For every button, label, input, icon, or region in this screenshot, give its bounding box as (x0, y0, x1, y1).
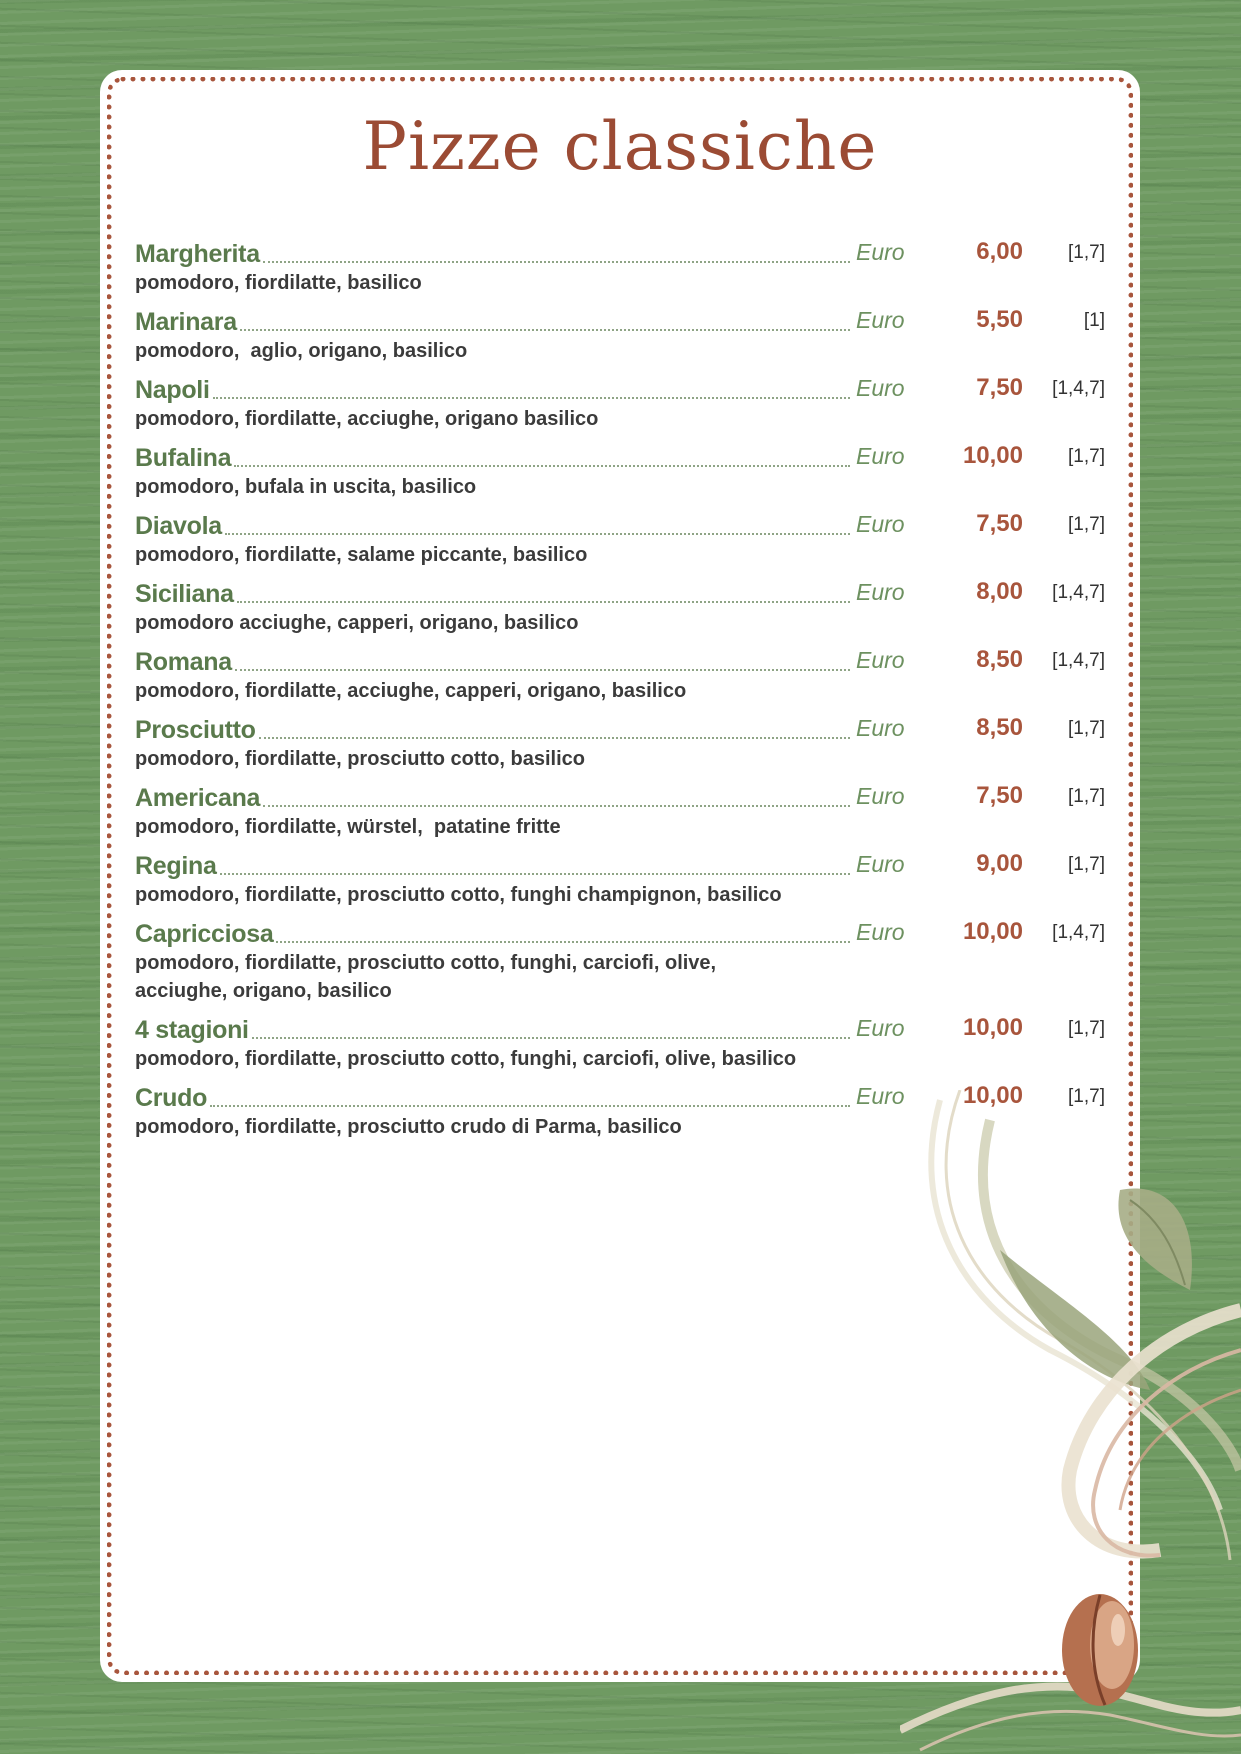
dot-leader (259, 737, 850, 739)
dot-leader (263, 805, 850, 807)
pizza-description: pomodoro, fiordilatte, würstel, patatine fritte (135, 816, 561, 838)
pizza-price: 10,00 (962, 918, 1023, 945)
allergen-codes: [1,4,7] (1052, 922, 1105, 943)
currency-label: Euro (856, 715, 905, 741)
pizza-list (135, 235, 1105, 1147)
menu-item-marinara (135, 303, 1105, 365)
currency-label: Euro (856, 239, 905, 265)
pizza-description: pomodoro acciughe, capperi, origano, basilico (135, 612, 579, 634)
currency-label: Euro (856, 443, 905, 469)
pizza-description: pomodoro, fiordilatte, prosciutto crudo di Parma, basilico (135, 1116, 682, 1138)
menu-item-napoli (135, 371, 1105, 433)
pizza-price: 7,50 (976, 374, 1023, 401)
dot-leader (235, 669, 850, 671)
pizza-price: 5,50 (976, 306, 1023, 333)
dot-leader (237, 601, 850, 603)
pizza-description: pomodoro, fiordilatte, prosciutto cotto, funghi champignon, basilico (135, 884, 782, 906)
pizza-description: pomodoro, fiordilatte, acciughe, origano basilico (135, 408, 599, 430)
swirl-leaf-seed-icon (900, 1090, 1241, 1754)
allergen-codes: [1,4,7] (1052, 378, 1105, 399)
pizza-name: Prosciutto (135, 716, 256, 744)
currency-label: Euro (856, 1083, 905, 1109)
dot-leader (213, 397, 850, 399)
pizza-name: Margherita (135, 240, 260, 268)
pizza-price: 7,50 (976, 510, 1023, 537)
dot-leader (234, 465, 850, 467)
currency-label: Euro (856, 307, 905, 333)
pizza-name: Americana (135, 784, 261, 812)
page-title: Pizze classiche (362, 108, 878, 185)
dot-leader (240, 329, 850, 331)
pizza-name: Crudo (135, 1084, 208, 1112)
menu-item-regina (135, 847, 1105, 909)
currency-label: Euro (856, 1015, 905, 1041)
pizza-description: pomodoro, fiordilatte, prosciutto cotto, funghi, carciofi, olive, acciughe, origano, basilico (135, 952, 717, 1002)
pizza-name: Diavola (135, 512, 222, 540)
allergen-codes: [1,7] (1068, 1086, 1105, 1107)
menu-item-romana (135, 643, 1105, 705)
currency-label: Euro (856, 919, 905, 945)
pizza-name: Siciliana (135, 580, 234, 608)
menu-item-capricciosa (135, 915, 1105, 1005)
menu-item-bufalina (135, 439, 1105, 501)
pizza-price: 10,00 (962, 1014, 1023, 1041)
dot-leader (210, 1105, 850, 1107)
allergen-codes: [1,7] (1068, 446, 1105, 467)
pizza-description: pomodoro, fiordilatte, prosciutto cotto, funghi, carciofi, olive, basilico (135, 1048, 797, 1070)
allergen-codes: [1,7] (1068, 854, 1105, 875)
pizza-description: pomodoro, fiordilatte, salame piccante, basilico (135, 544, 588, 566)
pizza-description: pomodoro, fiordilatte, acciughe, capperi, origano, basilico (135, 680, 687, 702)
dot-leader (276, 941, 850, 943)
allergen-codes: [1,4,7] (1052, 650, 1105, 671)
dot-leader (252, 1037, 850, 1039)
allergen-codes: [1] (1083, 310, 1105, 331)
pizza-description: pomodoro, bufala in uscita, basilico (135, 476, 477, 498)
pizza-name: Marinara (135, 308, 237, 336)
allergen-codes: [1,7] (1068, 514, 1105, 535)
allergen-codes: [1,7] (1068, 718, 1105, 739)
menu-item-diavola (135, 507, 1105, 569)
menu-item-4-stagioni (135, 1011, 1105, 1073)
pizza-name: 4 stagioni (135, 1016, 249, 1044)
pizza-name: Napoli (135, 376, 210, 404)
pizza-price: 7,50 (976, 782, 1023, 809)
menu-item-siciliana (135, 575, 1105, 637)
currency-label: Euro (856, 851, 905, 877)
pizza-price: 6,00 (976, 238, 1023, 265)
dot-leader (220, 873, 850, 875)
menu-item-prosciutto (135, 711, 1105, 773)
allergen-codes: [1,4,7] (1052, 582, 1105, 603)
currency-label: Euro (856, 511, 905, 537)
pizza-price: 9,00 (976, 850, 1023, 877)
currency-label: Euro (856, 579, 905, 605)
pizza-description: pomodoro, aglio, origano, basilico (135, 340, 468, 362)
currency-label: Euro (856, 375, 905, 401)
currency-label: Euro (856, 783, 905, 809)
pizza-name: Romana (135, 648, 232, 676)
menu-item-margherita (135, 235, 1105, 297)
dot-leader (225, 533, 850, 535)
pizza-name: Capricciosa (135, 920, 274, 948)
pizza-price: 10,00 (962, 442, 1023, 469)
pizza-price: 8,50 (976, 646, 1023, 673)
dot-leader (263, 261, 850, 263)
pizza-description: pomodoro, fiordilatte, prosciutto cotto, basilico (135, 748, 585, 770)
menu-item-americana (135, 779, 1105, 841)
allergen-codes: [1,7] (1068, 786, 1105, 807)
pizza-price: 8,50 (976, 714, 1023, 741)
allergen-codes: [1,7] (1068, 1018, 1105, 1039)
currency-label: Euro (856, 647, 905, 673)
pizza-description: pomodoro, fiordilatte, basilico (135, 272, 422, 294)
pizza-name: Bufalina (135, 444, 232, 472)
pizza-name: Regina (135, 852, 217, 880)
allergen-codes: [1,7] (1068, 242, 1105, 263)
pizza-price: 10,00 (962, 1082, 1023, 1109)
pizza-price: 8,00 (976, 578, 1023, 605)
